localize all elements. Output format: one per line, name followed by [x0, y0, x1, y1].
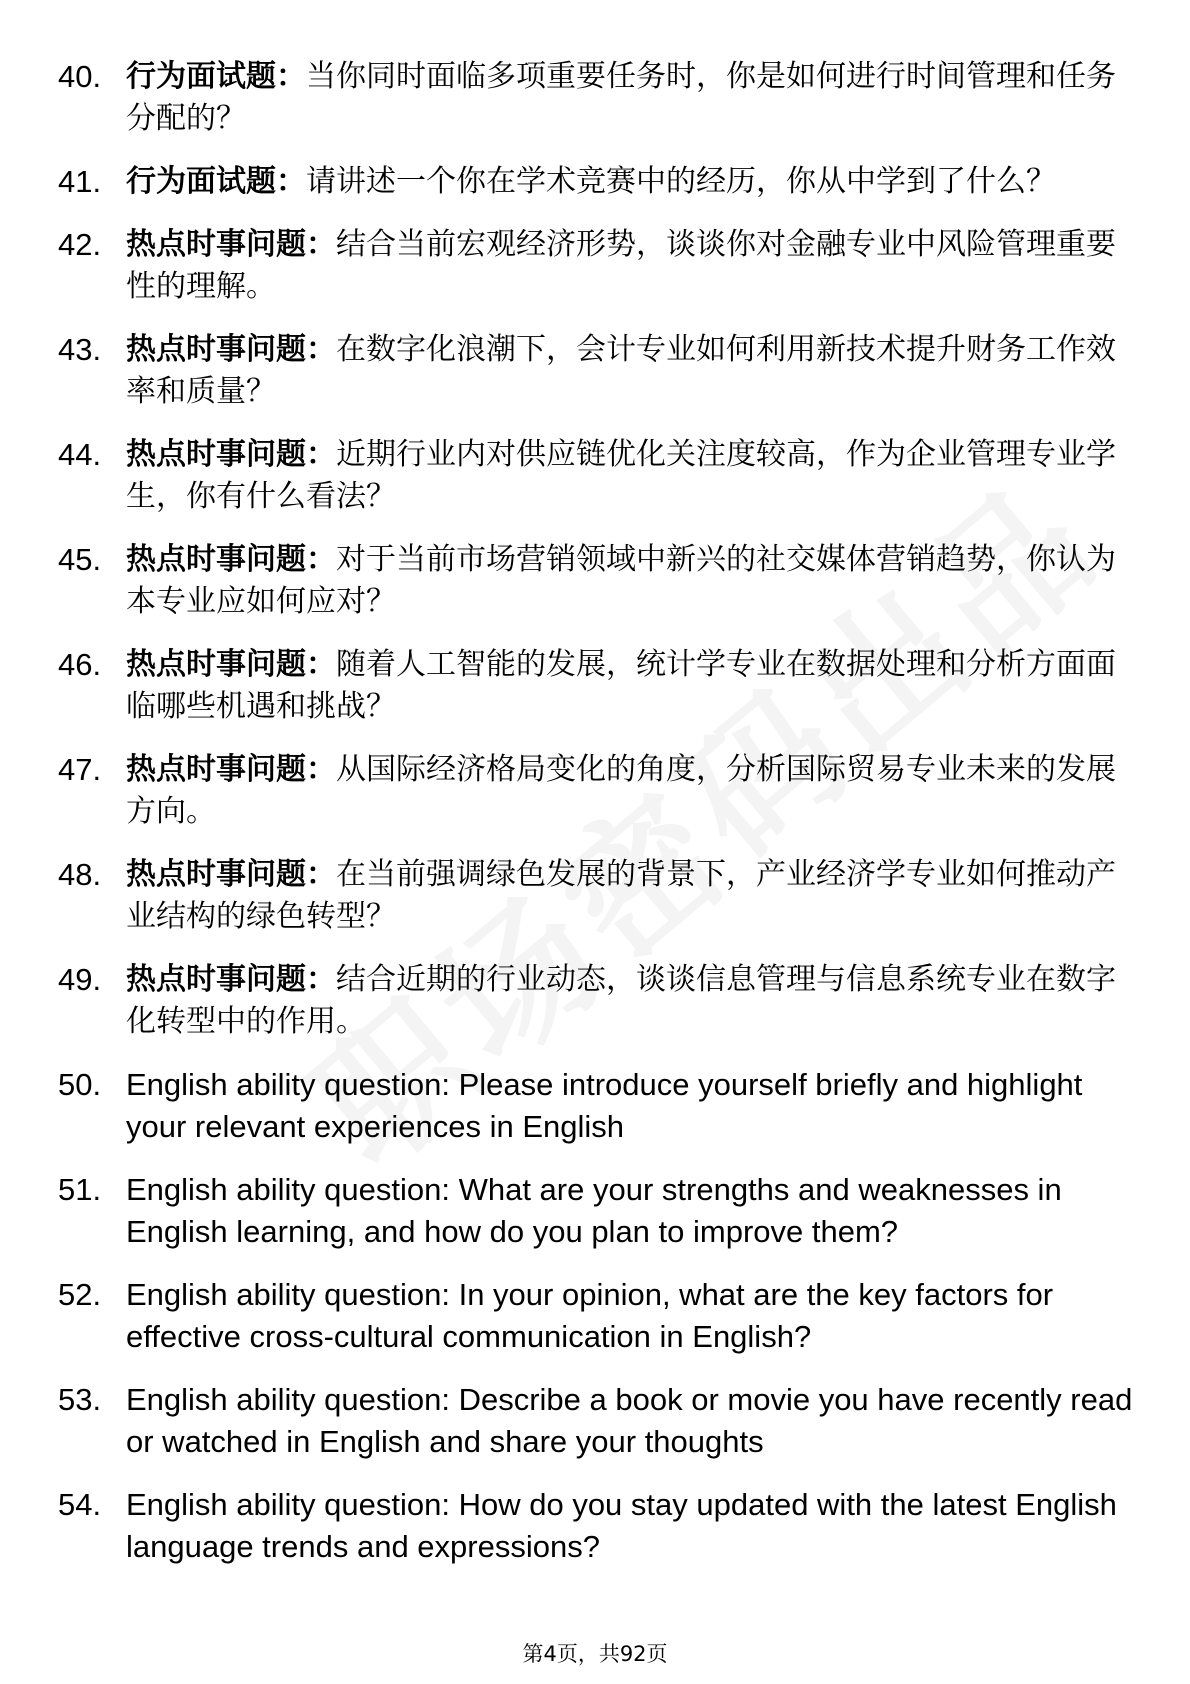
question-category: 行为面试题： — [126, 59, 306, 94]
question-category: English ability question: — [126, 1382, 459, 1417]
question-text: 近期行业内对供应链优化关注度较高，作为企业管理专业学生，你有什么看法？ — [126, 437, 1116, 514]
question-category: 热点时事问题： — [126, 647, 336, 682]
question-category: English ability question: — [126, 1277, 459, 1312]
question-category: English ability question: — [126, 1172, 459, 1207]
question-item-44 — [58, 434, 1133, 518]
question-number: 42. — [58, 227, 102, 262]
question-number: 43. — [58, 332, 102, 367]
question-item-45 — [58, 539, 1133, 623]
question-body — [126, 161, 1133, 203]
question-item-50 — [58, 1064, 1133, 1148]
question-body — [126, 1169, 1133, 1253]
question-item-49 — [58, 959, 1133, 1043]
question-text: 对于当前市场营销领域中新兴的社交媒体营销趋势，你认为本专业应如何应对？ — [126, 542, 1116, 619]
question-number: 44. — [58, 437, 102, 472]
question-body — [126, 1064, 1133, 1148]
question-text: 请讲述一个你在学术竞赛中的经历，你从中学到了什么？ — [306, 164, 1056, 199]
question-category: 热点时事问题： — [126, 437, 336, 472]
question-text: How do you stay updated with the latest English language trends and expressions? — [126, 1487, 1117, 1564]
question-number: 45. — [58, 542, 102, 577]
question-body — [126, 1379, 1133, 1463]
question-body — [126, 959, 1133, 1043]
question-body — [126, 1484, 1133, 1568]
question-text: What are your strengths and weaknesses in English learning, and how do you plan to improve them? — [126, 1172, 1062, 1249]
question-category: English ability question: — [126, 1067, 459, 1102]
question-text: In your opinion, what are the key factors for effective cross-cultural communication in English? — [126, 1277, 1054, 1354]
question-body — [126, 854, 1133, 938]
question-body — [126, 644, 1133, 728]
question-number: 49. — [58, 962, 102, 997]
question-text: 随着人工智能的发展，统计学专业在数据处理和分析方面面临哪些机遇和挑战？ — [126, 647, 1116, 724]
question-number: 52. — [58, 1277, 102, 1312]
question-body — [126, 539, 1133, 623]
question-text: 当你同时面临多项重要任务时，你是如何进行时间管理和任务分配的？ — [126, 59, 1116, 136]
question-category: English ability question: — [126, 1487, 459, 1522]
question-item-47 — [58, 749, 1133, 833]
question-number: 54. — [58, 1487, 102, 1522]
question-category: 热点时事问题： — [126, 332, 336, 367]
question-body — [126, 224, 1133, 308]
question-item-54 — [58, 1484, 1133, 1568]
question-text: 结合当前宏观经济形势，谈谈你对金融专业中风险管理重要性的理解。 — [126, 227, 1116, 304]
question-text: Please introduce yourself briefly and highlight your relevant experiences in English — [126, 1067, 1083, 1144]
question-number: 53. — [58, 1382, 102, 1417]
question-item-48 — [58, 854, 1133, 938]
question-item-41 — [58, 161, 1133, 203]
question-category: 热点时事问题： — [126, 542, 336, 577]
question-category: 行为面试题： — [126, 164, 306, 199]
question-number: 40. — [58, 59, 102, 94]
question-text: 在数字化浪潮下，会计专业如何利用新技术提升财务工作效率和质量？ — [126, 332, 1116, 409]
question-number: 48. — [58, 857, 102, 892]
question-category: 热点时事问题： — [126, 962, 336, 997]
question-item-43 — [58, 329, 1133, 413]
question-category: 热点时事问题： — [126, 752, 336, 787]
page-indicator: 第4页，共92页 — [522, 1642, 668, 1666]
question-body — [126, 434, 1133, 518]
question-item-51 — [58, 1169, 1133, 1253]
question-text: 在当前强调绿色发展的背景下，产业经济学专业如何推动产业结构的绿色转型？ — [126, 857, 1116, 934]
question-category: 热点时事问题： — [126, 857, 336, 892]
question-body — [126, 1274, 1133, 1358]
question-item-52 — [58, 1274, 1133, 1358]
question-item-53 — [58, 1379, 1133, 1463]
question-number: 46. — [58, 647, 102, 682]
question-number: 47. — [58, 752, 102, 787]
question-number: 51. — [58, 1172, 102, 1207]
question-body — [126, 56, 1133, 140]
question-item-46 — [58, 644, 1133, 728]
question-category: 热点时事问题： — [126, 227, 336, 262]
question-item-42 — [58, 224, 1133, 308]
question-list — [58, 56, 1133, 1589]
question-text: 结合近期的行业动态，谈谈信息管理与信息系统专业在数字化转型中的作用。 — [126, 962, 1116, 1039]
question-number: 41. — [58, 164, 102, 199]
question-number: 50. — [58, 1067, 102, 1102]
question-body — [126, 749, 1133, 833]
page-footer — [0, 1638, 1190, 1668]
question-text: 从国际经济格局变化的角度，分析国际贸易专业未来的发展方向。 — [126, 752, 1116, 829]
question-item-40 — [58, 56, 1133, 140]
question-body — [126, 329, 1133, 413]
question-text: Describe a book or movie you have recently read or watched in English and share your thoughts — [126, 1382, 1133, 1459]
